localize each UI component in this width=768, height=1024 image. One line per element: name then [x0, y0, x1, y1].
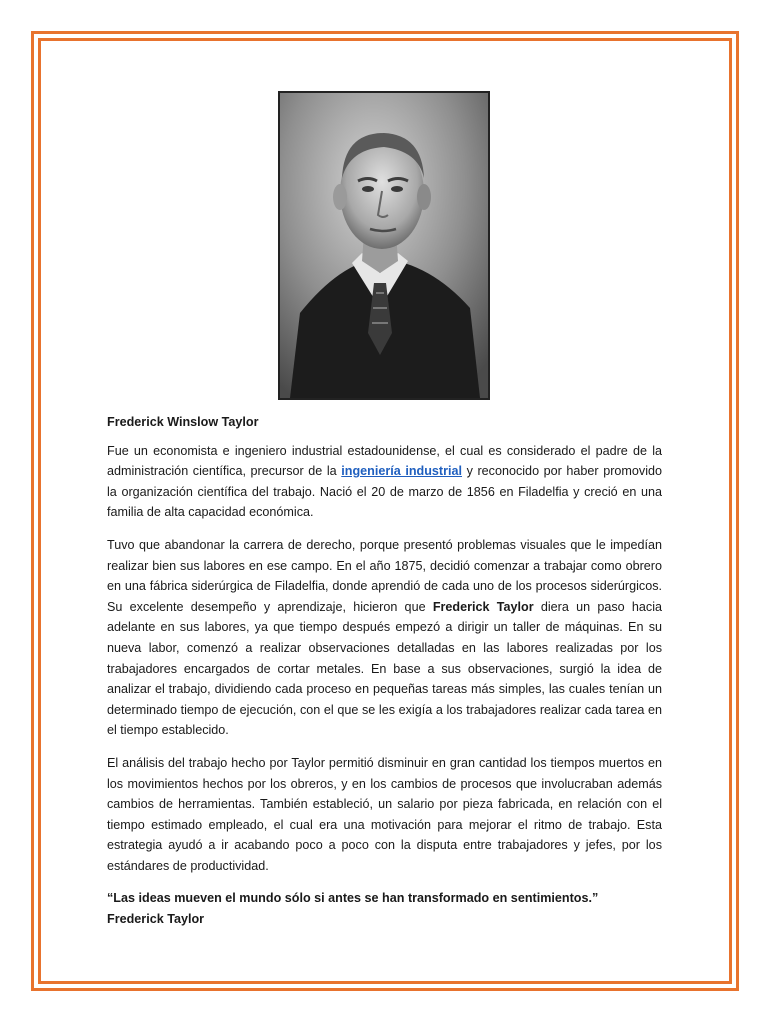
paragraph-2-text-end: diera un paso hacia adelante en sus labores, ya que tiempo después empezó a dirigir un taller de máquinas. En su nueva labor, comenzó a realizar observaciones detalladas en las labores realizadas por los trabajadores encargados de cortar metales. En base a sus observaciones, surgió la idea de analizar el trabajo, dividiendo cada proceso en pequeñas tareas más simples, las cuales tenían un determinado tiempo de ejecución, con el que se les exigía a los trabajadores realizar cada tarea en el tiempo establecido.	[107, 599, 662, 738]
paragraph-2-text-start: Tuvo que abandonar la carrera de derecho, porque presentó problemas visuales que le impedían realizar bien sus labores en ese campo. En el año 1875, decidió comenzar a trabajar como obrero en una fábrica siderúrgica de Filadelfia, donde aprendió de cada uno de los procesos siderúrgicos. Su excelente desempeño y aprendizaje, hicieron que	[107, 537, 662, 614]
paragraph-1-text-start: Fue un economista e ingeniero industrial estadounidense, el cual es considerado el padre de la administración científica, precursor de la	[107, 443, 662, 479]
quote-text: “Las ideas mueven el mundo sólo si antes se han transformado en sentimientos.”	[107, 891, 599, 906]
paragraph-career	[107, 535, 662, 741]
article-title: Frederick Winslow Taylor	[107, 415, 259, 429]
ingenieria-industrial-link[interactable]: ingeniería industrial	[341, 464, 463, 479]
article-body	[107, 412, 662, 930]
paragraph-analysis: El análisis del trabajo hecho por Taylor permitió disminuir en gran cantidad los tiempos muertos en los movimientos hechos por los obreros, y en los cambios de procesos que involucraban además cambios de herramientas. También estableció, un salario por pieza fabricada, en relación con el tiempo estimado empleado, el cual era una motivación para mejorar el ritmo de trabajo. Esta estrategia ayudó a ir acabando poco a poco con la disputa entre trabajadores y jefes, por los estándares de productividad.	[107, 755, 662, 873]
portrait-photo	[278, 91, 490, 400]
paragraph-biography	[107, 441, 662, 523]
bold-name: Frederick Taylor	[432, 599, 534, 614]
paragraph-1-text-end: y reconocido por haber promovido la organización científica del trabajo. Nació el 20 de marzo de 1856 en Filadelfia y creció en una familia de alta capacidad económica.	[107, 464, 662, 520]
quote-author: Frederick Taylor	[107, 912, 205, 927]
